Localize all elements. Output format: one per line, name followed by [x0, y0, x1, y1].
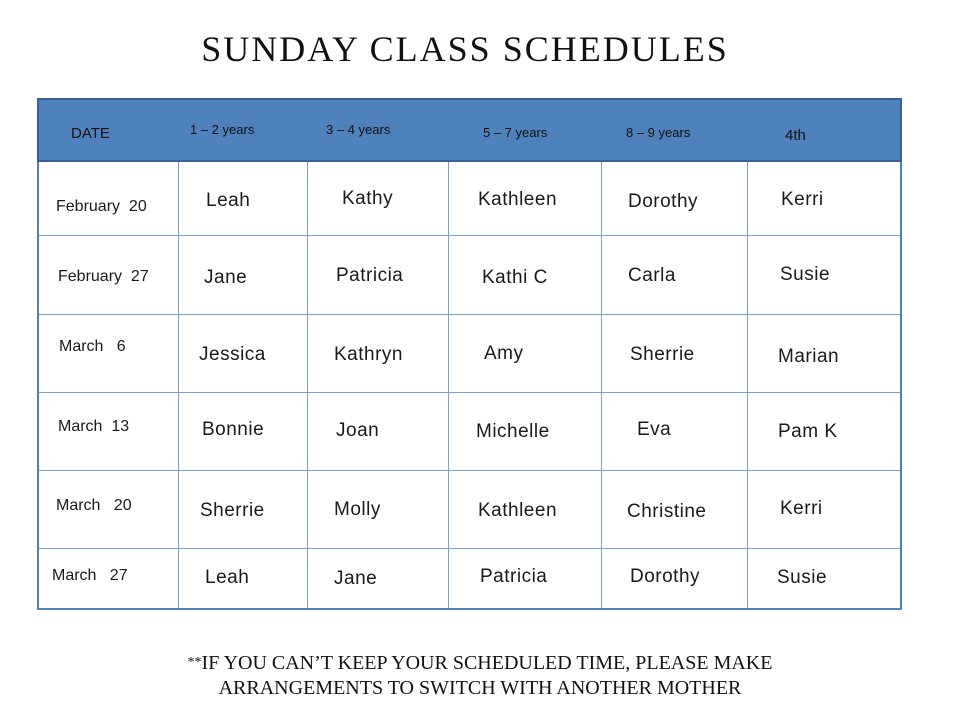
cell-name: Kathleen: [478, 189, 558, 210]
header-col-5-7-years: 5 – 7 years: [483, 125, 548, 140]
cell-name: Sherrie: [630, 344, 695, 365]
cell-name: Susie: [780, 264, 831, 285]
row-date: February 27: [58, 268, 149, 285]
row-date: March 20: [56, 497, 132, 514]
cell-name: Kathy: [342, 188, 394, 209]
cell-name: Jane: [334, 568, 378, 589]
row-date: February 20: [56, 198, 147, 215]
cell-name: Jane: [204, 267, 248, 288]
cell-name: Leah: [206, 190, 251, 211]
cell-name: Susie: [777, 567, 828, 588]
table-body: [37, 162, 902, 610]
header-col-1-2-years: 1 – 2 years: [190, 122, 255, 137]
cell-name: Leah: [205, 567, 250, 588]
cell-name: Eva: [637, 419, 672, 440]
row-date: March 27: [52, 567, 128, 584]
cell-name: Amy: [484, 343, 524, 364]
cell-name: Dorothy: [628, 191, 699, 212]
cell-name: Jessica: [199, 344, 266, 365]
page-title: SUNDAY CLASS SCHEDULES: [201, 29, 729, 69]
table-row: [39, 314, 900, 392]
cell-name: Carla: [628, 265, 676, 286]
cell-name: Kathi C: [482, 267, 548, 288]
header-date: DATE: [71, 125, 110, 142]
cell-name: Joan: [336, 420, 380, 441]
footer-note: [0, 650, 960, 701]
header-col-3-4-years: 3 – 4 years: [326, 122, 391, 137]
cell-name: Patricia: [336, 265, 404, 286]
cell-name: Dorothy: [630, 566, 701, 587]
cell-name: Christine: [627, 501, 707, 522]
header-col-8-9-years: 8 – 9 years: [626, 125, 691, 140]
table-row: [39, 392, 900, 470]
note-line-2: ARRANGEMENTS TO SWITCH WITH ANOTHER MOTHER: [218, 677, 742, 699]
cell-name: Sherrie: [200, 500, 265, 521]
row-date: March 6: [59, 338, 126, 355]
cell-name: Kathleen: [478, 500, 558, 521]
cell-name: Patricia: [480, 566, 548, 587]
cell-name: Pam K: [778, 421, 838, 442]
cell-name: Bonnie: [202, 419, 265, 440]
cell-name: Molly: [334, 499, 381, 520]
schedule-table: [37, 98, 902, 610]
table-row: [39, 548, 900, 608]
table-header: [37, 98, 902, 162]
table-row: [39, 162, 900, 235]
row-date: March 13: [58, 418, 130, 435]
cell-name: Marian: [778, 346, 840, 367]
table-row: [39, 235, 900, 314]
cell-name: Kerri: [781, 189, 824, 210]
header-col-4th: 4th: [785, 127, 806, 144]
note-line-1: IF YOU CAN’T KEEP YOUR SCHEDULED TIME, PLEASE MAKE: [201, 652, 773, 674]
table-row: [39, 470, 900, 548]
cell-name: Kerri: [780, 498, 823, 519]
cell-name: Michelle: [476, 421, 550, 442]
note-prefix: **: [187, 655, 202, 670]
cell-name: Kathryn: [334, 344, 403, 365]
